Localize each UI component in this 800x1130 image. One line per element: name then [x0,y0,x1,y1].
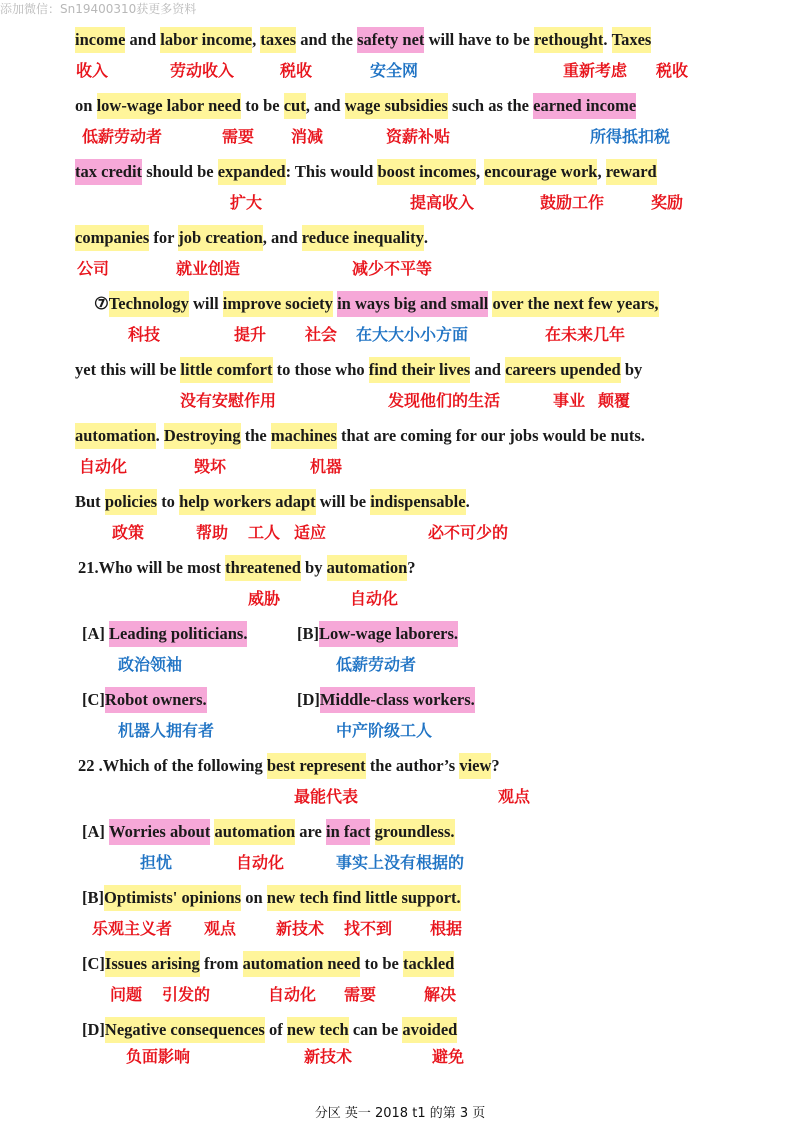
annotation: 扩大 [230,193,263,212]
highlight-yellow: groundless. [375,819,455,845]
text-run: by [620,360,643,379]
option-21-d [297,687,475,713]
text-run: to be [360,954,403,973]
annotation: 减少不平等 [352,259,433,278]
highlight-yellow: low-wage labor need [97,93,242,119]
text-run: on [241,888,267,907]
text-line [75,159,657,185]
highlight-yellow: automation [75,423,156,449]
option-21-b [297,621,458,647]
annotation: 发现他们的生活 [388,391,501,410]
highlight-pink: safety net [357,27,424,53]
text-run: to those who [272,360,369,379]
annotation: 需要 [344,985,377,1004]
highlight-yellow: automation need [243,951,361,977]
page-footer: 分区 英一 2018 t1 的第 3 页 [314,1106,486,1121]
highlight-yellow: best represent [267,753,366,779]
watermark: 添加微信：Sn19400310获更多资料 [0,2,197,16]
highlight-yellow: income [75,27,125,53]
highlight-yellow: find their lives [369,357,470,383]
highlight-pink: in fact [326,819,370,845]
annotation: 消减 [291,127,324,146]
text-run: . [155,426,164,445]
text-run: for [149,228,179,247]
annotation: 公司 [77,259,110,278]
text-run: [C] [82,954,105,973]
text-run: . [423,228,428,247]
text-run: the [240,426,271,445]
text-run: should be [142,162,218,181]
annotation: 负面影响 [126,1047,191,1066]
text-run: are [295,822,326,841]
annotation: 解决 [424,985,457,1004]
annotation: 中产阶级工人 [336,721,433,740]
text-run: , [597,162,606,181]
text-run: will have to be [424,30,534,49]
text-run: [A] [82,822,110,841]
text-run: , and [262,228,302,247]
annotation: 引发的 [162,985,211,1004]
highlight-pink: Leading politicians. [109,621,247,647]
highlight-yellow: wage subsidies [345,93,448,119]
annotation: 新技术 [276,919,325,938]
highlight-yellow: Issues arising [105,951,200,977]
annotation: 工人 [248,523,281,542]
highlight-yellow: machines [271,423,337,449]
highlight-yellow: new tech [287,1017,349,1043]
annotation: 避免 [432,1047,465,1066]
highlight-pink: in ways big and small [337,291,488,317]
annotation: 帮助 [196,523,229,542]
text-run: [D] [82,1020,105,1039]
text-run: , and [305,96,345,115]
highlight-yellow: boost incomes [377,159,476,185]
text-run: , [252,30,261,49]
annotation: 事业 [553,391,586,410]
annotation: 鼓励工作 [540,193,605,212]
annotation: 找不到 [344,919,393,938]
text-run: : This would [285,162,378,181]
option-22-b [82,885,461,911]
text-run: yet this will be [75,360,181,379]
annotation: 自动化 [79,457,128,476]
highlight-yellow: Optimists' opinions [104,885,241,911]
annotation: 重新考虑 [563,61,628,80]
highlight-pink: Middle-class workers. [320,687,475,713]
annotation: 在未来几年 [545,325,626,344]
annotation: 适应 [294,523,327,542]
highlight-yellow: automation [214,819,295,845]
annotation: 低薪劳动者 [336,655,417,674]
option-22-c [82,951,454,977]
highlight-yellow: Negative consequences [105,1017,265,1043]
annotation: 颠覆 [598,391,631,410]
annotation: 资薪补贴 [386,127,451,146]
annotation: 新技术 [304,1047,353,1066]
highlight-yellow: tackled [403,951,454,977]
annotation: 安全网 [370,61,419,80]
text-line [75,489,470,515]
highlight-yellow: improve society [223,291,333,317]
text-run: [B] [297,624,319,643]
highlight-yellow: rethought [534,27,603,53]
highlight-yellow: Taxes [612,27,652,53]
annotation: 机器人拥有者 [118,721,215,740]
annotation: 收入 [76,61,109,80]
text-run: . [603,30,612,49]
highlight-yellow: taxes [260,27,296,53]
highlight-pink: Low-wage laborers. [319,621,458,647]
highlight-yellow: threatened [225,555,301,581]
highlight-yellow: policies [105,489,157,515]
annotation: 最能代表 [294,787,359,806]
annotation: 提升 [234,325,267,344]
highlight-pink: Robot owners. [105,687,207,713]
text-run: 22 .Which of the following [78,756,267,775]
annotation: 事实上没有根据的 [336,853,465,872]
annotation: 自动化 [350,589,399,608]
annotation: 毁坏 [194,457,227,476]
annotation: 自动化 [236,853,285,872]
option-21-a [82,621,247,647]
annotation: 观点 [204,919,237,938]
text-run: and the [296,30,358,49]
annotation: 在大大小小方面 [356,325,469,344]
text-run: ? [407,558,416,577]
highlight-yellow: Technology [109,291,189,317]
text-line [75,423,645,449]
annotation: 必不可少的 [428,523,509,542]
annotation: 担忧 [140,853,173,872]
highlight-yellow: avoided [402,1017,457,1043]
annotation: 低薪劳动者 [82,127,163,146]
text-line [75,27,651,53]
text-run: [D] [297,690,320,709]
annotation: 威胁 [248,589,281,608]
text-run: on [75,96,97,115]
text-run: that are coming for our jobs would be nuts. [336,426,645,445]
option-22-a [82,819,455,845]
text-run: [C] [82,690,105,709]
text-run: will [188,294,223,313]
text-run: . [465,492,470,511]
text-run: the author’s [365,756,460,775]
text-run: ⑦ [94,294,109,313]
text-run: of [264,1020,287,1039]
highlight-yellow: labor income [160,27,252,53]
text-line [75,93,636,119]
highlight-yellow: indispensable [370,489,465,515]
text-run: But [75,492,105,511]
highlight-yellow: help workers adapt [179,489,316,515]
highlight-yellow: reward [606,159,657,185]
highlight-yellow: expanded [218,159,286,185]
highlight-yellow: companies [75,225,149,251]
annotation: 政策 [112,523,145,542]
annotation: 税收 [656,61,689,80]
annotation: 就业创造 [176,259,241,278]
annotation: 问题 [110,985,143,1004]
option-21-c [82,687,207,713]
question-21 [78,555,416,581]
option-22-d [82,1017,457,1043]
annotation: 劳动收入 [170,61,235,80]
text-run: [B] [82,888,104,907]
text-run: such as the [447,96,534,115]
annotation: 乐观主义者 [92,919,173,938]
annotation: 奖励 [651,193,684,212]
text-line [75,225,428,251]
text-run: will be [315,492,371,511]
text-run: 21.Who will be most [78,558,226,577]
highlight-yellow: new tech find little support. [267,885,461,911]
annotation: 需要 [222,127,255,146]
annotation: 没有安慰作用 [180,391,277,410]
highlight-yellow: over the next few years, [492,291,658,317]
annotation: 政治领袖 [118,655,183,674]
highlight-yellow: encourage work [484,159,597,185]
highlight-pink: Worries about [109,819,210,845]
highlight-yellow: reduce inequality [302,225,424,251]
annotation: 所得抵扣税 [590,127,671,146]
text-run: and [470,360,506,379]
text-run: to be [241,96,284,115]
annotation: 观点 [498,787,531,806]
text-run: [A] [82,624,110,643]
question-22 [78,753,500,779]
highlight-yellow: automation [327,555,408,581]
text-run: can be [348,1020,403,1039]
text-line [75,357,642,383]
annotation: 社会 [305,325,338,344]
annotation: 科技 [128,325,161,344]
highlight-yellow: cut [284,93,306,119]
text-line [94,291,659,317]
highlight-pink: earned income [533,93,636,119]
text-run: ? [491,756,500,775]
annotation: 自动化 [268,985,317,1004]
text-run: to [157,492,180,511]
annotation: 机器 [310,457,343,476]
text-run: and [125,30,161,49]
annotation: 税收 [280,61,313,80]
highlight-yellow: Destroying [164,423,241,449]
highlight-pink: tax credit [75,159,142,185]
annotation: 提高收入 [410,193,475,212]
highlight-yellow: view [459,753,491,779]
highlight-yellow: job creation [178,225,262,251]
annotation: 根据 [430,919,463,938]
text-run: , [476,162,485,181]
text-run: by [300,558,327,577]
highlight-yellow: little comfort [180,357,272,383]
highlight-yellow: careers upended [505,357,621,383]
text-run: from [199,954,243,973]
